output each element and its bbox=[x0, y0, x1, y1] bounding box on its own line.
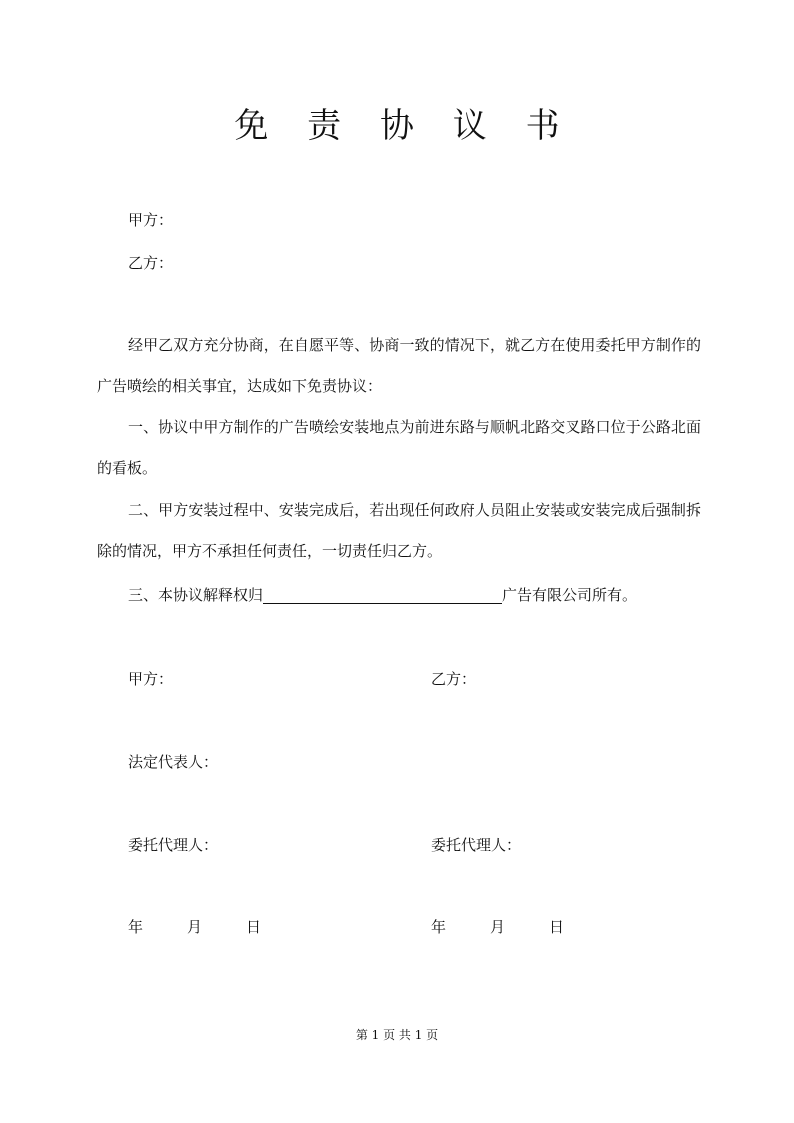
date-year-label: 年 bbox=[128, 918, 144, 936]
party-a-label: 甲方： bbox=[128, 211, 174, 229]
paragraph-intro: 经甲乙双方充分协商，在自愿平等、协商一致的情况下，就乙方在使用委托甲方制作的广告喷绘的相关事宜，达成如下免责协议： bbox=[97, 336, 701, 395]
date-year-label: 年 bbox=[431, 918, 447, 936]
party-b-label: 乙方： bbox=[128, 254, 174, 272]
date-day-label: 日 bbox=[549, 918, 565, 936]
date-day-label: 日 bbox=[246, 918, 262, 936]
signature-agent-b: 委托代理人： bbox=[431, 836, 522, 854]
signature-date-a bbox=[128, 917, 261, 937]
paragraph-clause-1: 一、协议中甲方制作的广告喷绘安装地点为前进东路与顺帆北路交叉路口位于公路北面的看板。 bbox=[97, 418, 701, 477]
signature-party-a: 甲方： bbox=[128, 670, 174, 688]
document-title: 免 责 协 议 书 bbox=[234, 106, 574, 146]
signature-legal-representative: 法定代表人： bbox=[128, 753, 219, 771]
signature-party-b: 乙方： bbox=[431, 670, 477, 688]
paragraph-clause-2: 二、甲方安装过程中、安装完成后，若出现任何政府人员阻止安装或安装完成后强制拆除的情况，甲方不承担任何责任，一切责任归乙方。 bbox=[97, 501, 701, 560]
clause-3-suffix: 广告有限公司所有。 bbox=[502, 586, 638, 604]
clause-3-prefix: 三、本协议解释权归 bbox=[128, 586, 264, 604]
page-number-footer: 第 1 页 共 1 页 bbox=[355, 1028, 439, 1042]
signature-date-b bbox=[431, 917, 564, 937]
signature-agent-a: 委托代理人： bbox=[128, 836, 219, 854]
company-name-blank bbox=[263, 585, 502, 604]
date-month-label: 月 bbox=[187, 918, 203, 936]
paragraph-clause-3 bbox=[128, 585, 637, 605]
date-month-label: 月 bbox=[490, 918, 506, 936]
